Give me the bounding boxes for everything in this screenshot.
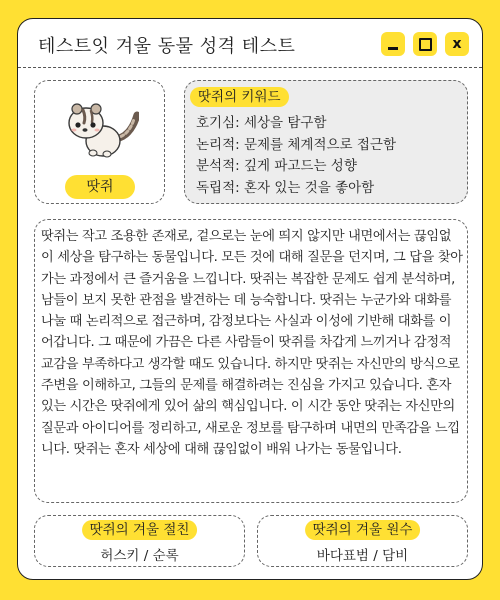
close-button[interactable]	[445, 32, 469, 56]
best-match-card	[34, 515, 245, 567]
worst-match-title: 땃쥐의 겨울 원수	[305, 520, 421, 540]
keyword-item: 논리적: 문제를 체계적으로 접근함	[196, 136, 396, 153]
animal-name-badge: 땃쥐	[65, 175, 135, 199]
keyword-card	[184, 80, 468, 204]
keyword-title: 땃쥐의 키워드	[190, 87, 289, 107]
keyword-item: 독립적: 혼자 있는 것을 좋아함	[196, 179, 375, 196]
keyword-item: 호기심: 세상을 탐구함	[196, 115, 327, 131]
title-bar	[18, 19, 482, 68]
shrew-illustration	[63, 95, 139, 161]
keyword-item: 분석적: 깊게 파고드는 성향	[196, 158, 357, 174]
app-window	[17, 18, 483, 580]
keyword-list	[196, 113, 396, 199]
description-text: 땃쥐는 작고 조용한 존재로, 겉으로는 눈에 띄지 않지만 내면에서는 끊임없이 세상을 탐구하는 동물입니다. 모든 것에 대해 질문을 던지며, 그 답을 찾아가는 과정에서 큰 즐거움을 느낍니다. 땃쥐는 복잡한 문제도 쉽게 분석하며, 남들이 보지 못한 관점을 발견하는 데 능숙합니다. 땃쥐는 누군가와 대화를 나눌 때 논리적으로 접근하며, 감정보다는 사실과 이성에 기반해 대화를 이어갑니다. 그 때문에 가끔은 다른 사람들이 땃쥐를 차갑게 느끼거나 감정적 교감을 부족하다고 생각할 때도 있습니다. 하지만 땃쥐는 자신만의 방식으로 주변을 이해하고, 그들의 문제를 해결하려는 진심을 가지고 있습니다. 혼자 있는 시간은 땃쥐에게 있어 삶의 핵심입니다. 이 시간 동안 땃쥐는 자신만의 질문과 아이디어를 정리하고, 새로운 정보를 탐구하며 내면의 만족감을 느낍니다. 땃쥐는 혼자 세상에 대해 끊임없이 배워 나가는 동물입니다.	[41, 229, 463, 457]
animal-card	[34, 80, 165, 204]
worst-match-value: 바다표범 / 담비	[316, 548, 409, 564]
maximize-icon	[419, 38, 432, 51]
window-title: 테스트잇 겨울 동물 성격 테스트	[38, 36, 296, 57]
best-match-value: 허스키 / 순록	[100, 548, 179, 564]
best-match-title: 땃쥐의 겨울 절친	[82, 520, 198, 540]
description-card[interactable]	[34, 219, 468, 503]
minimize-icon	[388, 47, 398, 50]
maximize-button[interactable]	[413, 32, 437, 56]
close-icon: x	[452, 36, 462, 52]
minimize-button[interactable]	[381, 32, 405, 56]
worst-match-card	[257, 515, 468, 567]
